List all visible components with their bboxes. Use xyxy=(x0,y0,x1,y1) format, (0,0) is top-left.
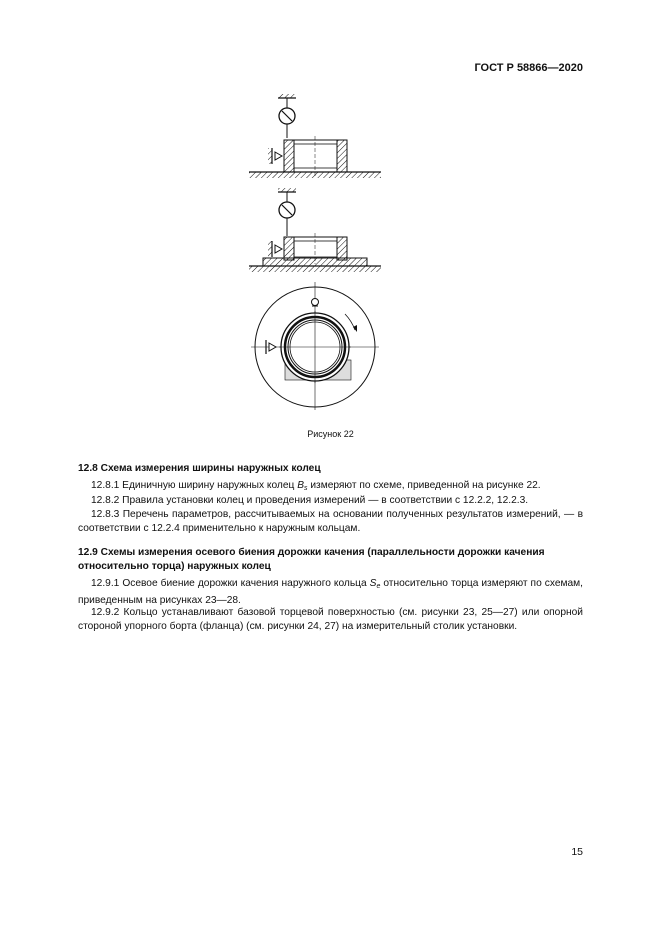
paragraph-12-8-2: 12.8.2 Правила установки колец и проведения измерений — в соответствии с 12.2.2, 12.2.3. xyxy=(91,495,529,506)
page-number: 15 xyxy=(571,846,583,858)
document-standard-header: ГОСТ Р 58866—2020 xyxy=(474,62,583,74)
scheme-bottom-plan-view xyxy=(251,282,379,410)
paragraph-12-8-1: 12.8.1 Единичную ширину наружных колец $B_s$ измеряют по схеме, приведенной на рисунке 22. xyxy=(91,480,541,492)
section-title-12-9: 12.9 Схемы измерения осевого биения дорожки качения (параллельности дорожки качения относительно торца) наружных колец xyxy=(78,547,545,572)
section-title-12-8: 12.8 Схема измерения ширины наружных колец xyxy=(78,463,321,474)
figure-caption: Рисунок 22 xyxy=(307,429,354,439)
paragraph-12-9-1: 12.9.1 Осевое биение дорожки качения наружного кольца $S_e$ относительно торца измеряют по схемам, приведенным на рисунках 23—28. xyxy=(78,578,583,606)
scheme-middle-stepped-table xyxy=(249,188,381,272)
dial-indicator-icon xyxy=(312,299,319,306)
paragraph-12-8-3: 12.8.3 Перечень параметров, рассчитываемых на основании полученных результатов измерений, — в соответствии с 12.2.4 применительно к наружным кольцам. xyxy=(78,509,583,534)
scheme-top-flat-table xyxy=(249,94,381,178)
paragraph-12-9-2: 12.9.2 Кольцо устанавливают базовой торцевой поверхностью (см. рисунки 23, 25—27) или опорной стороной упорного борта (фланца) (см. рисунки 24, 27) на измерительный столик установки. xyxy=(78,607,583,632)
measurement-scheme-figure xyxy=(245,92,385,412)
